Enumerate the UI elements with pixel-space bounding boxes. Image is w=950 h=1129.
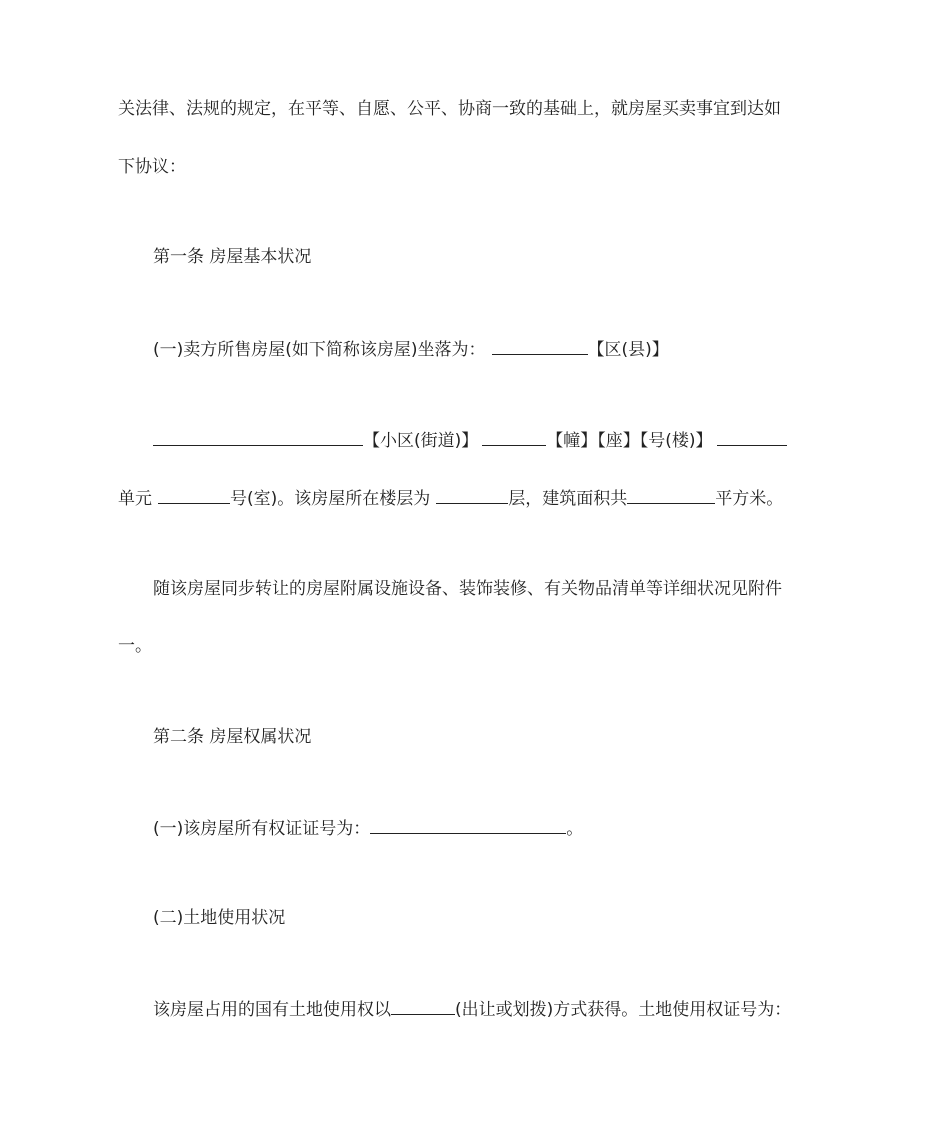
- land-use-line: [153, 997, 791, 1021]
- land-use-title: (二)土地使用状况: [153, 908, 286, 928]
- article-1-title: 第一条 房屋基本状况: [153, 247, 312, 267]
- item-1-location: [153, 337, 669, 361]
- cert-prefix: (一)该房屋所有权证证号为：: [153, 819, 371, 839]
- attachment-line-2: 一。: [118, 636, 152, 656]
- area-blank[interactable]: [627, 486, 715, 504]
- land-method-blank[interactable]: [391, 997, 455, 1015]
- unit-blank[interactable]: [717, 428, 787, 446]
- room-label: 号(室)。该房屋所在楼层为: [230, 489, 431, 509]
- item-1-prefix: (一)卖方所售房屋(如下简称该房屋)坐落为：: [153, 340, 486, 360]
- building-blank[interactable]: [482, 428, 546, 446]
- paragraph-intro-line-1: 关法律、法规的规定，在平等、自愿、公平、协商一致的基础上，就房屋买卖事宜到达如: [118, 99, 781, 119]
- floor-blank[interactable]: [436, 486, 508, 504]
- ownership-cert-line: [153, 816, 583, 840]
- address-part-1: 【小区(街道)】: [363, 431, 479, 451]
- paragraph-intro-line-2: 下协议：: [118, 157, 186, 177]
- land-suffix: (出让或划拨)方式获得。土地使用权证号为：: [455, 1000, 792, 1020]
- cert-suffix: 。: [566, 819, 584, 839]
- unit-floor-area-line: [118, 486, 783, 510]
- article-2-title: 第二条 房屋权属状况: [153, 727, 312, 747]
- district-blank[interactable]: [492, 337, 588, 355]
- community-blank[interactable]: [153, 428, 363, 446]
- unit-label: 单元: [118, 489, 152, 509]
- address-part-2: 【幢】【座】【号(楼)】: [546, 431, 713, 451]
- land-prefix: 该房屋占用的国有土地使用权以: [153, 1000, 391, 1020]
- item-1-suffix: 【区(县)】: [587, 340, 669, 360]
- room-blank[interactable]: [158, 486, 230, 504]
- floor-label: 层，建筑面积共: [508, 489, 628, 509]
- area-label: 平方米。: [715, 489, 784, 509]
- attachment-line-1: 随该房屋同步转让的房屋附属设施设备、装饰装修、有关物品清单等详细状况见附件: [153, 579, 782, 599]
- address-line: [153, 428, 787, 452]
- cert-number-blank[interactable]: [370, 816, 566, 834]
